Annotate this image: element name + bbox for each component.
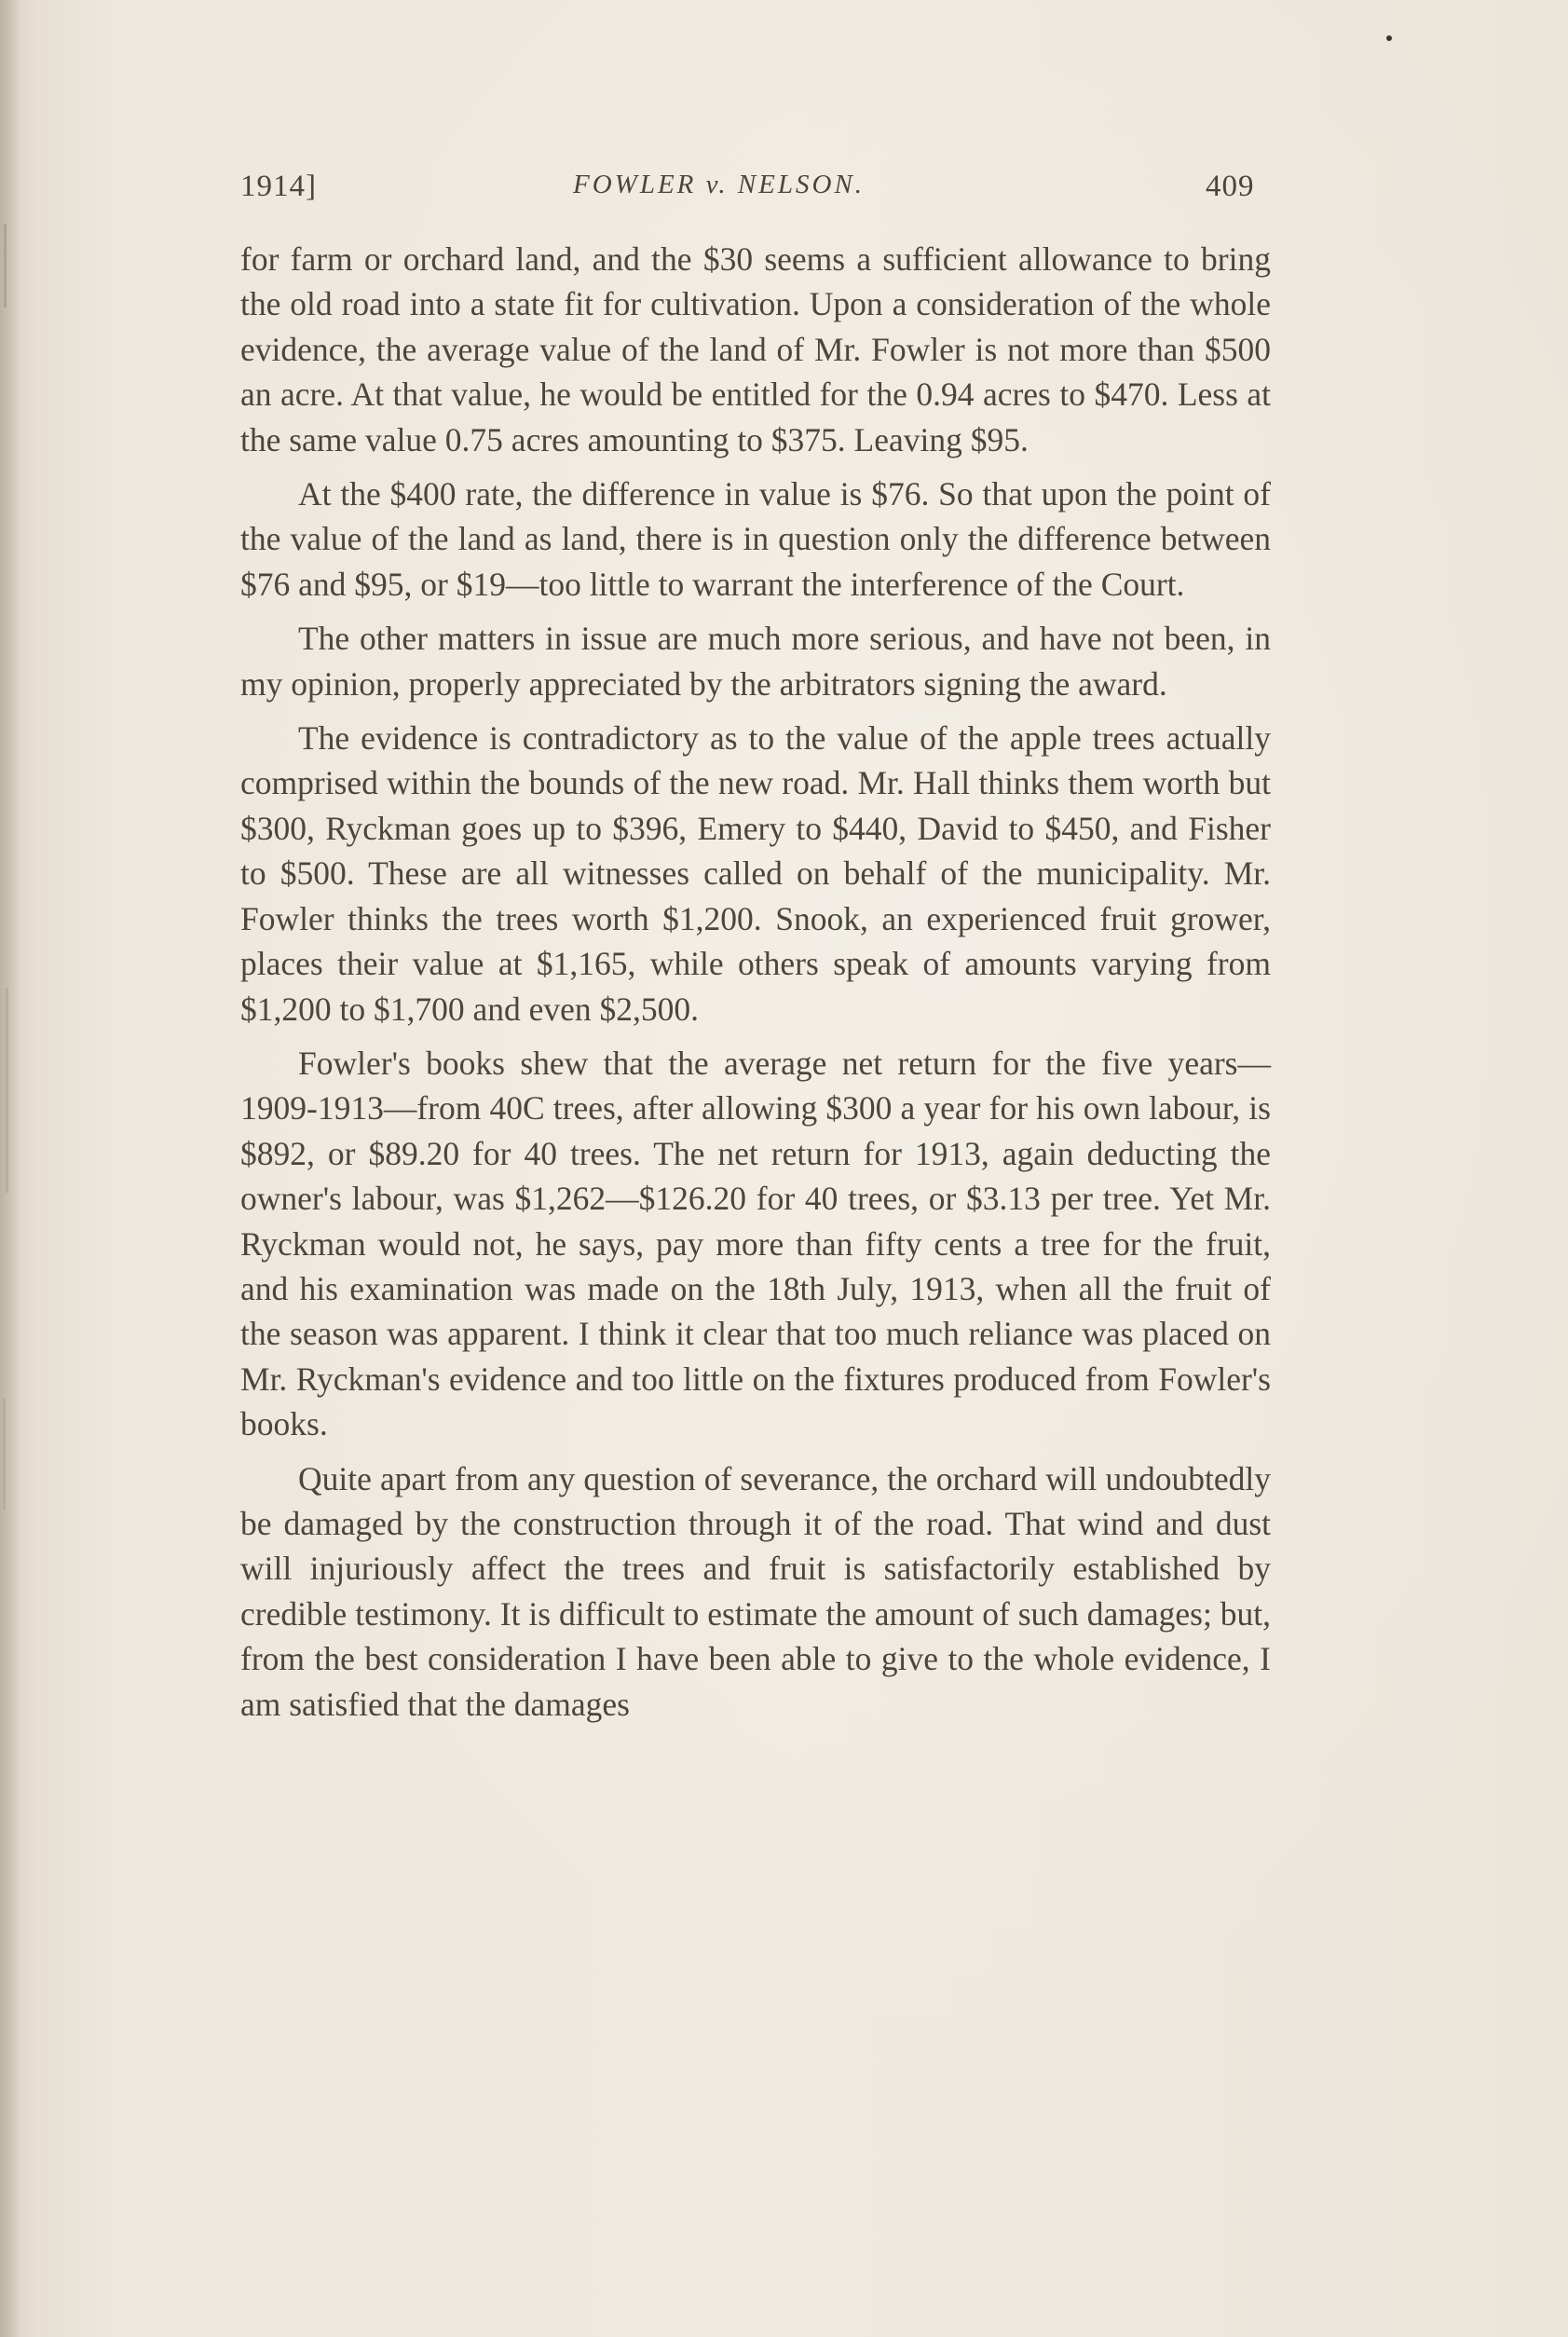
page-body <box>240 237 1271 1736</box>
running-header <box>240 166 1265 212</box>
page-edge-mark <box>6 988 8 1193</box>
paragraph: Fowler's books shew that the average net return for the five years—1909-1913—from 40C trees, after allowing $300 a year for his own labour, is $892, or $89.20 for 40 trees. The net return for 1913, again deducting the owner's labour, was $1,262—$126.20 for 40 trees, or $3.13 per tree. Yet Mr. Ryckman would not, he says, pay more than fifty cents a tree for the fruit, and his examination was made on the 18th July, 1913, when all the fruit of the season was apparent. I think it clear that too much reliance was placed on Mr. Ryckman's evidence and too little on the fixtures produced from Fowler's books. <box>240 1044 1271 1443</box>
page-edge-mark <box>3 1398 6 1510</box>
page-binding-shadow <box>0 0 20 2337</box>
header-case-title: FOWLER v. NELSON. <box>573 170 866 199</box>
paragraph: The other matters in issue are much more serious, and have not been, in my opinion, properly appreciated by the arbitrators signing the award. <box>240 620 1271 703</box>
header-year: 1914] <box>240 170 317 203</box>
paragraph: At the $400 rate, the difference in value is $76. So that upon the point of the value of the land as land, there is in question only the difference between $76 and $95, or $19—too little to warrant the interference of the Court. <box>240 475 1271 603</box>
paragraph: for farm or orchard land, and the $30 seems a sufficient allowance to bring the old road into a state fit for cultivation. Upon a consideration of the whole evidence, the average value of the land of Mr. Fowler is not more than $500 an acre. At that value, he would be entitled for the 0.94 acres to $470. Less at the same value 0.75 acres amounting to $375. Leaving $95. <box>240 240 1271 458</box>
page-number: 409 <box>1206 170 1255 203</box>
paragraph: The evidence is contradictory as to the value of the apple trees actually comprised within the bounds of the new road. Mr. Hall thinks them worth but $300, Ryckman goes up to $396, Emery to $440, David to $450, and Fisher to $500. These are all witnesses called on behalf of the municipality. Mr. Fowler thinks the trees worth $1,200. Snook, an experienced fruit grower, places their value at $1,165, while others speak of amounts varying from $1,200 to $1,700 and even $2,500. <box>240 719 1271 1028</box>
paragraph: Quite apart from any question of severance, the orchard will undoubtedly be damaged by the construction through it of the road. That wind and dust will injuriously affect the trees and fruit is satisfactorily established by credible testimony. It is difficult to estimate the amount of such damages; but, from the best consideration I have been able to give to the whole evidence, I am satisfied that the damages <box>240 1459 1271 1723</box>
page-edge-mark <box>4 224 7 308</box>
ink-speck <box>1386 35 1392 41</box>
